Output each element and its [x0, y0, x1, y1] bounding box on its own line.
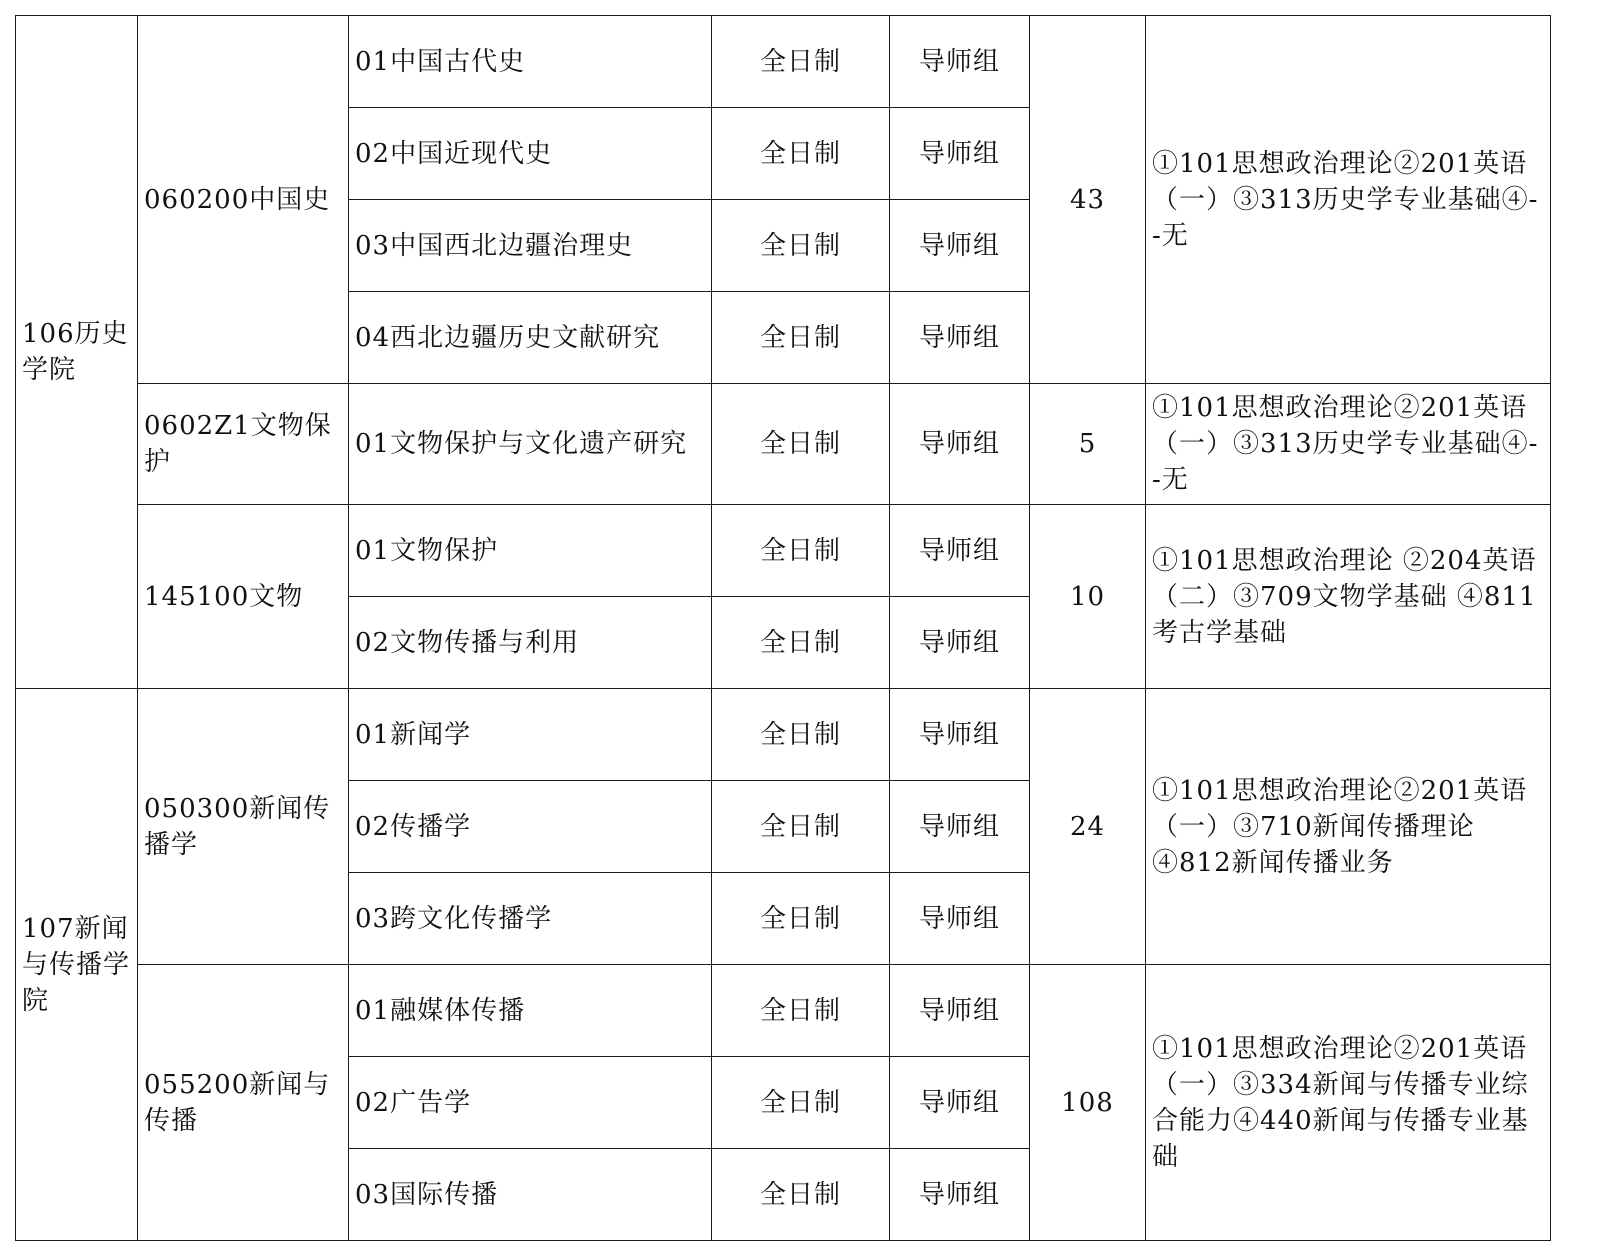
research-direction-cell: 02文物传播与利用 — [349, 597, 712, 689]
exam-subjects-cell: ①101思想政治理论②201英语（一）③313历史学专业基础④--无 — [1146, 384, 1551, 505]
research-direction-cell: 01融媒体传播 — [349, 965, 712, 1057]
quota-cell: 43 — [1030, 16, 1146, 384]
quota-cell: 108 — [1030, 965, 1146, 1241]
research-direction-cell: 01新闻学 — [349, 689, 712, 781]
supervisor-cell: 导师组 — [890, 873, 1030, 965]
research-direction-cell: 03国际传播 — [349, 1149, 712, 1241]
study-mode-cell: 全日制 — [712, 108, 890, 200]
table-row — [16, 689, 1551, 781]
college-name-cell: 107新闻与传播学院 — [16, 689, 138, 1241]
study-mode-cell: 全日制 — [712, 597, 890, 689]
research-direction-cell: 02中国近现代史 — [349, 108, 712, 200]
exam-subjects-cell: ①101思想政治理论②201英语（一）③334新闻与传播专业综合能力④440新闻与传播专业基础 — [1146, 965, 1551, 1241]
quota-cell: 10 — [1030, 505, 1146, 689]
major-code-name-cell: 060200中国史 — [138, 16, 349, 384]
table-row — [16, 505, 1551, 597]
study-mode-cell: 全日制 — [712, 781, 890, 873]
table-row — [16, 965, 1551, 1057]
research-direction-cell: 01文物保护与文化遗产研究 — [349, 384, 712, 505]
study-mode-cell: 全日制 — [712, 292, 890, 384]
exam-subjects-cell: ①101思想政治理论②201英语（一）③710新闻传播理论④812新闻传播业务 — [1146, 689, 1551, 965]
table-row — [16, 384, 1551, 505]
supervisor-cell: 导师组 — [890, 689, 1030, 781]
study-mode-cell: 全日制 — [712, 1057, 890, 1149]
table-row — [16, 16, 1551, 108]
research-direction-cell: 04西北边疆历史文献研究 — [349, 292, 712, 384]
supervisor-cell: 导师组 — [890, 200, 1030, 292]
research-direction-cell: 02传播学 — [349, 781, 712, 873]
major-code-name-cell: 145100文物 — [138, 505, 349, 689]
major-code-name-cell: 0602Z1文物保护 — [138, 384, 349, 505]
quota-cell: 5 — [1030, 384, 1146, 505]
quota-cell: 24 — [1030, 689, 1146, 965]
research-direction-cell: 02广告学 — [349, 1057, 712, 1149]
study-mode-cell: 全日制 — [712, 965, 890, 1057]
supervisor-cell: 导师组 — [890, 597, 1030, 689]
exam-subjects-cell: ①101思想政治理论 ②204英语（二）③709文物学基础 ④811考古学基础 — [1146, 505, 1551, 689]
supervisor-cell: 导师组 — [890, 505, 1030, 597]
study-mode-cell: 全日制 — [712, 689, 890, 781]
supervisor-cell: 导师组 — [890, 965, 1030, 1057]
study-mode-cell: 全日制 — [712, 1149, 890, 1241]
research-direction-cell: 03中国西北边疆治理史 — [349, 200, 712, 292]
study-mode-cell: 全日制 — [712, 200, 890, 292]
study-mode-cell: 全日制 — [712, 873, 890, 965]
research-direction-cell: 01中国古代史 — [349, 16, 712, 108]
major-code-name-cell: 050300新闻传播学 — [138, 689, 349, 965]
study-mode-cell: 全日制 — [712, 384, 890, 505]
supervisor-cell: 导师组 — [890, 384, 1030, 505]
supervisor-cell: 导师组 — [890, 781, 1030, 873]
major-code-name-cell: 055200新闻与传播 — [138, 965, 349, 1241]
admissions-table — [15, 15, 1551, 1241]
college-name-cell: 106历史学院 — [16, 16, 138, 689]
exam-subjects-cell: ①101思想政治理论②201英语（一）③313历史学专业基础④--无 — [1146, 16, 1551, 384]
supervisor-cell: 导师组 — [890, 1149, 1030, 1241]
study-mode-cell: 全日制 — [712, 16, 890, 108]
research-direction-cell: 03跨文化传播学 — [349, 873, 712, 965]
table-body — [16, 16, 1551, 1241]
supervisor-cell: 导师组 — [890, 108, 1030, 200]
supervisor-cell: 导师组 — [890, 16, 1030, 108]
supervisor-cell: 导师组 — [890, 292, 1030, 384]
study-mode-cell: 全日制 — [712, 505, 890, 597]
research-direction-cell: 01文物保护 — [349, 505, 712, 597]
supervisor-cell: 导师组 — [890, 1057, 1030, 1149]
